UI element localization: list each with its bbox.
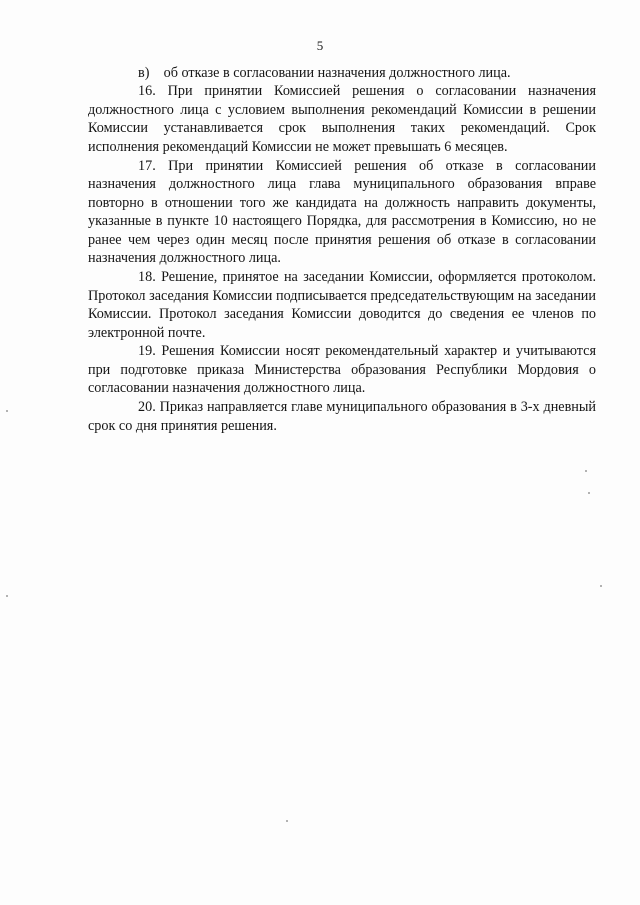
- scan-speck: [600, 585, 602, 587]
- paragraph-item-16: 16. При принятии Комиссией решения о согласовании назначения должностного лица с условием выполнения рекомендаций Комиссии в решении Комиссии устанавливается срок выполнения таких рекомендаций. Срок исполнения рекомендаций Комиссии не может превышать 6 месяцев.: [88, 83, 596, 155]
- paragraph-item-19: 19. Решения Комиссии носят рекомендательный характер и учитываются при подготовке приказа Министерства образования Республики Мордовия о согласовании назначения должностного лица.: [88, 343, 596, 396]
- page-number: 5: [316, 38, 324, 53]
- scan-speck: [6, 410, 8, 412]
- scan-speck: [286, 820, 288, 822]
- scan-speck: [6, 595, 8, 597]
- scan-speck: [588, 492, 590, 494]
- paragraph-item-v: в) об отказе в согласовании назначения должностного лица.: [138, 65, 511, 81]
- paragraph-item-20: 20. Приказ направляется главе муниципального образования в 3-х дневный срок со дня принятия решения.: [88, 399, 596, 434]
- scan-speck: [585, 470, 587, 472]
- paragraph-item-18: 18. Решение, принятое на заседании Комиссии, оформляется протоколом. Протокол заседания Комиссии подписывается председательствующим на заседании Комиссии. Протокол заседания Комиссии доводится до сведения ее членов по электронной почте.: [88, 269, 596, 341]
- paragraph-item-17: 17. При принятии Комиссией решения об отказе в согласовании назначения должностного лица глава муниципального образования вправе повторно в отношении того же кандидата на должность направить документы, указанные в пункте 10 настоящего Порядка, для рассмотрения в Комиссию, но не ранее чем через один месяц после принятия решения об отказе в согласовании назначения должностного лица.: [88, 158, 596, 267]
- document-body: [88, 64, 596, 435]
